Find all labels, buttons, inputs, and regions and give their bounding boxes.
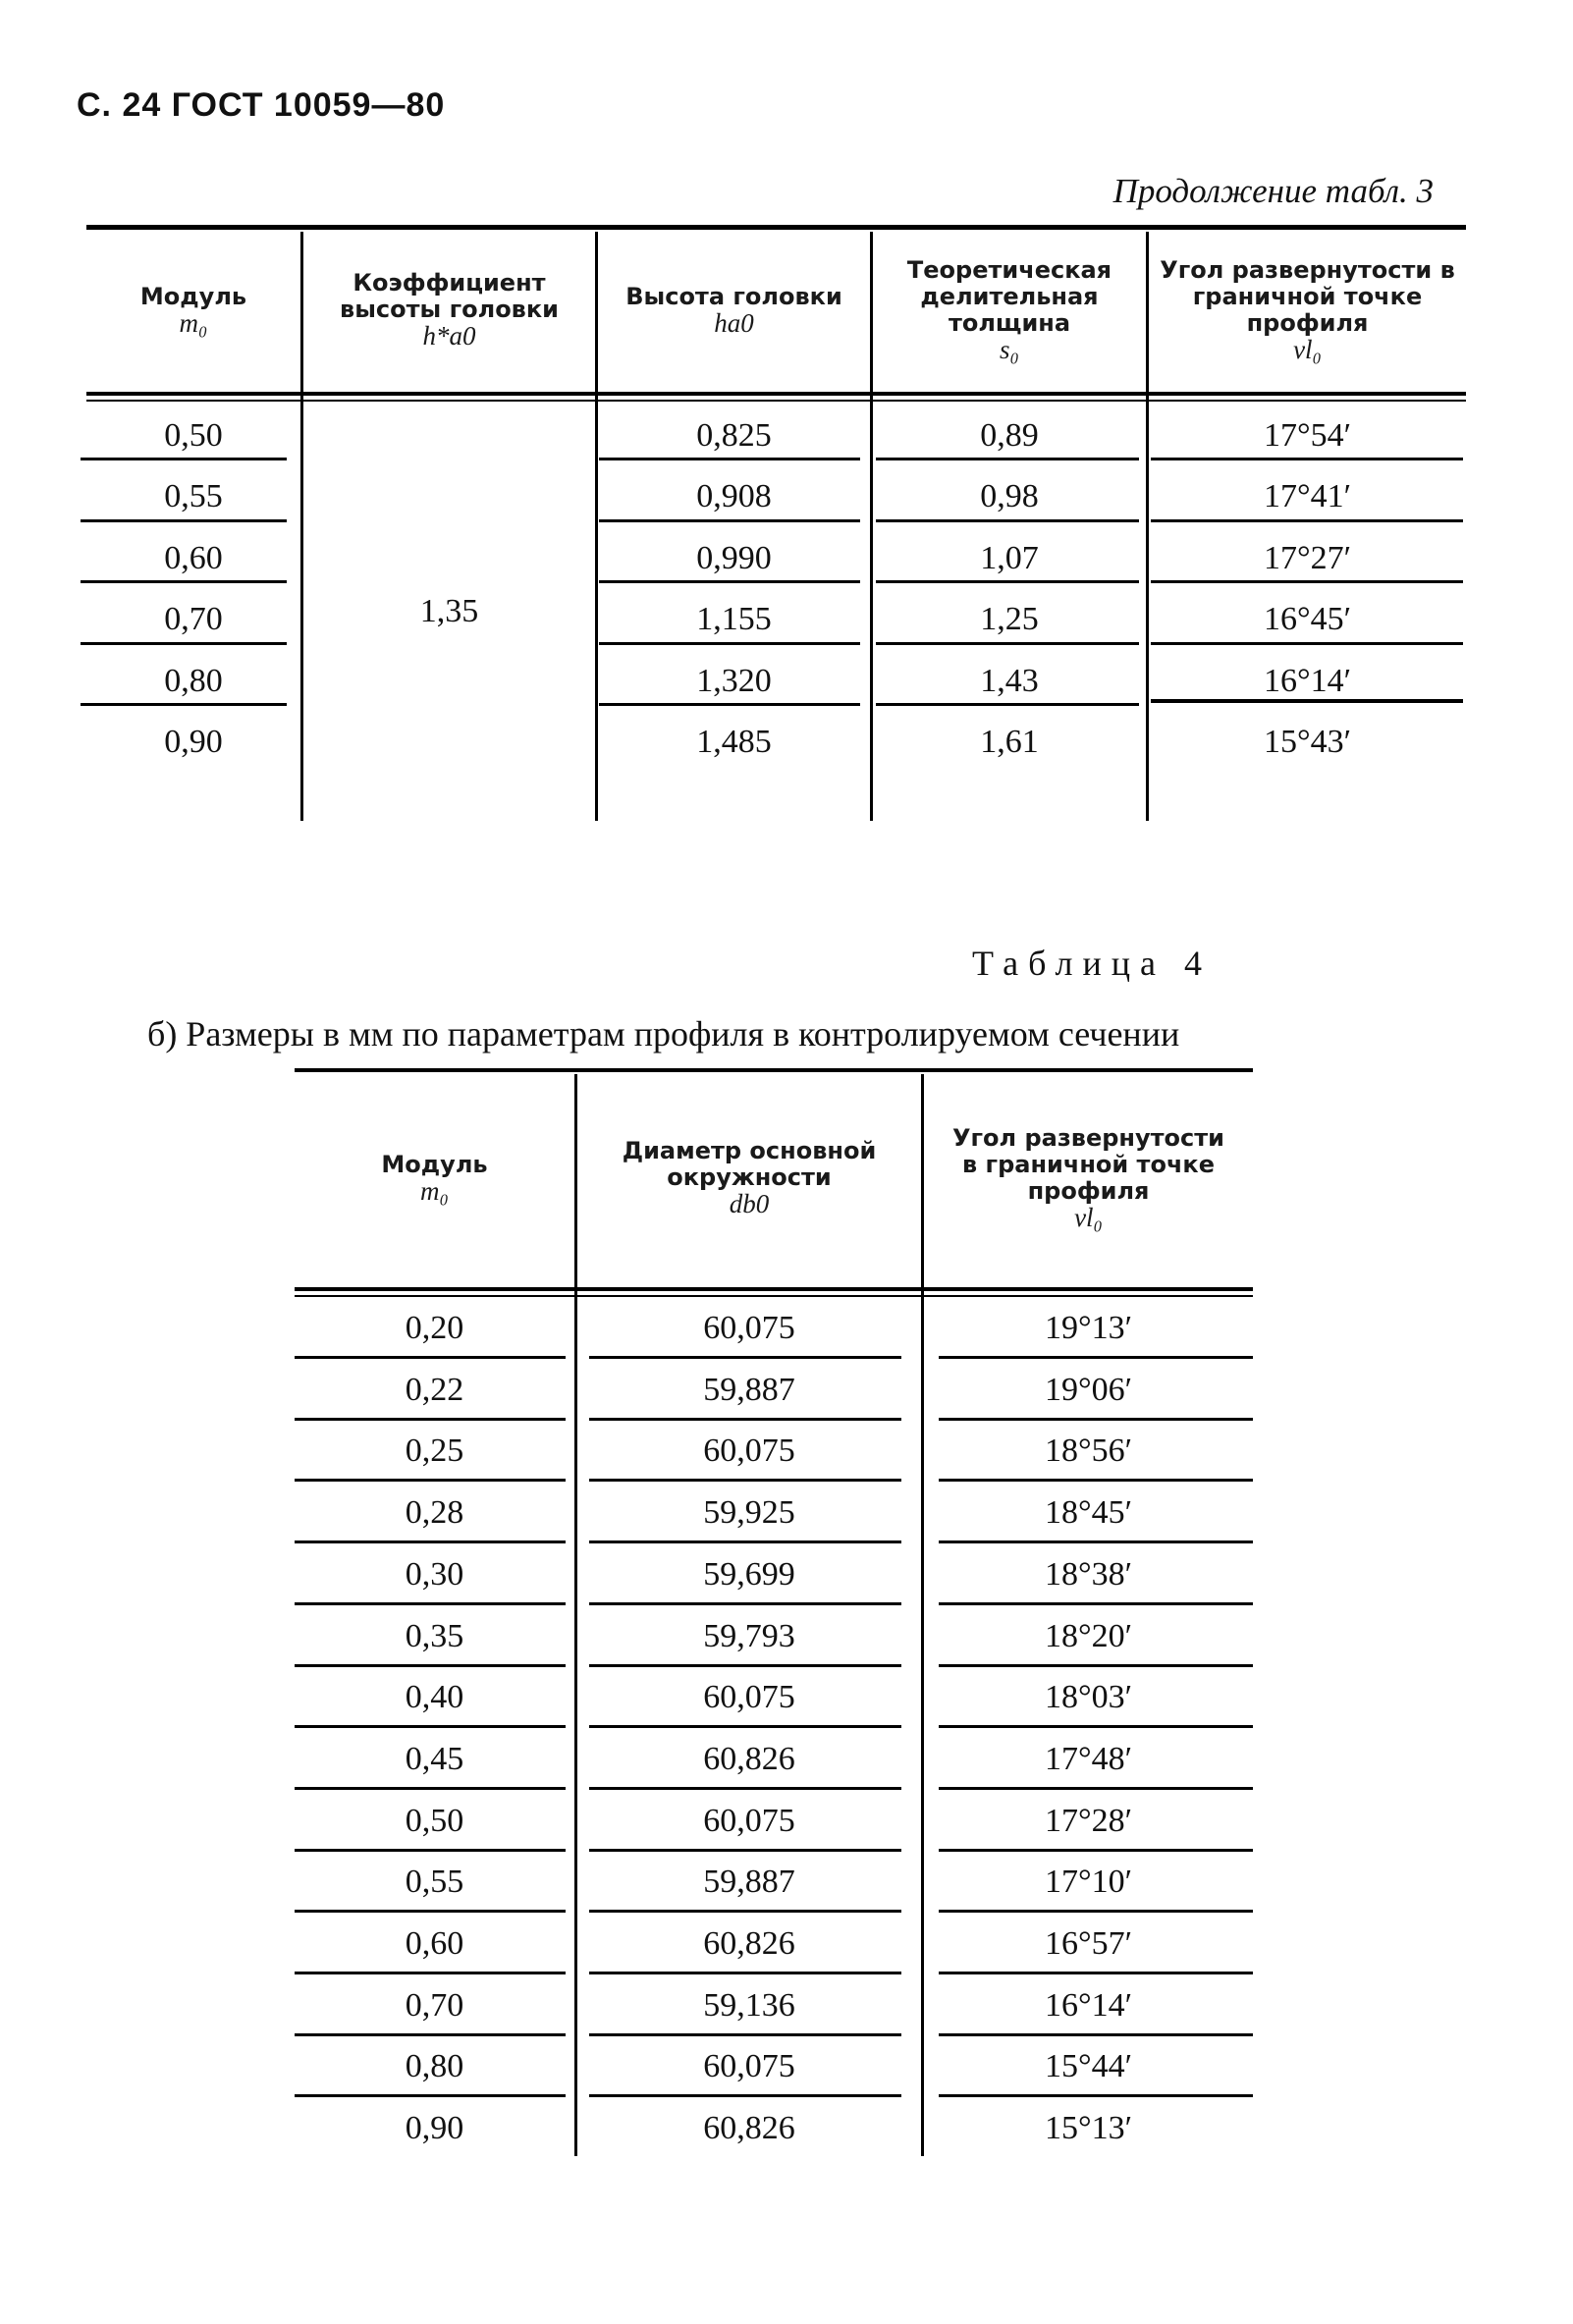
t3-row-thickness: 1,43: [980, 663, 1039, 699]
t4-row-diameter: 60,826: [703, 1740, 795, 1777]
t3-row-thickness: 1,61: [980, 724, 1039, 760]
t4-row-diameter: 59,699: [703, 1555, 795, 1593]
t4-row-diameter: 59,887: [703, 1864, 795, 1901]
t3-header-coef: Коэффициент высоты головки h*a0: [340, 269, 559, 351]
t3-header-thickness: Теоретическая делительная толщина s₀: [906, 255, 1112, 364]
t4-row-diameter: 60,075: [703, 1432, 795, 1470]
t4-row-diameter: 59,925: [703, 1494, 795, 1532]
t3-row-angle: 17°41′: [1263, 478, 1352, 514]
t3-coef-value: 1,35: [419, 593, 479, 629]
t3-row-height: 0,908: [696, 478, 772, 514]
t4-row-diameter: 60,075: [703, 1310, 795, 1346]
t4-row-modul: 0,35: [405, 1617, 464, 1654]
t3-row-modul: 0,90: [164, 724, 223, 760]
t3-row-height: 1,485: [696, 724, 772, 760]
t3-row-height: 0,825: [696, 417, 772, 454]
t3-row-modul: 0,55: [164, 478, 223, 514]
t4-row-diameter: 60,075: [703, 1679, 795, 1716]
t3-row-angle: 16°45′: [1263, 601, 1352, 637]
t4-row-angle: 19°13′: [1044, 1310, 1133, 1346]
t4-row-modul: 0,28: [405, 1494, 464, 1532]
t4-row-diameter: 59,887: [703, 1371, 795, 1408]
t4-row-angle: 18°38′: [1044, 1555, 1133, 1593]
t3-row-modul: 0,80: [164, 663, 223, 699]
table-continuation-label: Продолжение табл. 3: [1112, 172, 1434, 210]
t4-row-angle: 15°44′: [1044, 2048, 1133, 2085]
t3-row-height: 1,155: [696, 601, 772, 637]
t4-row-modul: 0,25: [405, 1432, 464, 1470]
t4-row-angle: 17°48′: [1044, 1740, 1133, 1777]
t4-row-diameter: 60,075: [703, 2048, 795, 2085]
t3-row-angle: 16°14′: [1263, 663, 1352, 699]
t3-row-height: 0,990: [696, 540, 772, 576]
t4-row-diameter: 59,793: [703, 1617, 795, 1654]
t4-row-modul: 0,50: [405, 1802, 464, 1839]
table4-caption: Таблица 4: [972, 944, 1212, 983]
t3-row-angle: 15°43′: [1263, 724, 1352, 760]
t4-row-diameter: 59,136: [703, 1986, 795, 2024]
t3-row-thickness: 0,89: [980, 417, 1039, 454]
t3-row-angle: 17°54′: [1263, 417, 1352, 454]
t3-row-modul: 0,50: [164, 417, 223, 454]
t3-row-angle: 17°27′: [1263, 540, 1352, 576]
t4-row-angle: 19°06′: [1044, 1371, 1133, 1408]
t4-row-angle: 17°28′: [1044, 1802, 1133, 1839]
t4-row-diameter: 60,826: [703, 2110, 795, 2147]
page-header: С. 24 ГОСТ 10059—80: [77, 86, 446, 124]
t4-row-diameter: 60,075: [703, 1802, 795, 1839]
t3-row-thickness: 0,98: [980, 478, 1039, 514]
table4-subtitle: б) Размеры в мм по параметрам профиля в контролируемом сечении: [147, 1014, 1180, 1054]
t4-row-modul: 0,70: [405, 1986, 464, 2024]
t4-row-angle: 15°13′: [1044, 2110, 1133, 2147]
t4-row-modul: 0,20: [405, 1310, 464, 1346]
t4-row-angle: 17°10′: [1044, 1864, 1133, 1901]
t4-row-modul: 0,22: [405, 1371, 464, 1408]
t4-row-angle: 18°56′: [1044, 1432, 1133, 1470]
t3-header-angle: Угол развернутости в граничной точке профиля νl₀: [1160, 255, 1455, 364]
t4-row-modul: 0,30: [405, 1555, 464, 1593]
t3-row-height: 1,320: [696, 663, 772, 699]
t4-header-diameter: Диаметр основной окружности db0: [622, 1137, 877, 1218]
t3-header-height: Высота головки ha0: [625, 282, 842, 338]
t3-row-thickness: 1,07: [980, 540, 1039, 576]
t4-row-modul: 0,45: [405, 1740, 464, 1777]
t4-row-angle: 18°20′: [1044, 1617, 1133, 1654]
t4-row-angle: 18°45′: [1044, 1494, 1133, 1532]
t3-row-thickness: 1,25: [980, 601, 1039, 637]
t4-row-angle: 16°14′: [1044, 1986, 1133, 2024]
t4-row-angle: 18°03′: [1044, 1679, 1133, 1716]
t3-row-modul: 0,60: [164, 540, 223, 576]
t4-row-modul: 0,55: [405, 1864, 464, 1901]
t4-header-angle: Угол развернутости в граничной точке профиля νl₀: [951, 1123, 1224, 1232]
t4-row-modul: 0,60: [405, 1925, 464, 1962]
t3-row-modul: 0,70: [164, 601, 223, 637]
t4-row-angle: 16°57′: [1044, 1925, 1133, 1962]
t4-row-diameter: 60,826: [703, 1925, 795, 1962]
t4-row-modul: 0,80: [405, 2048, 464, 2085]
t4-header-modul: Модуль m₀: [381, 1150, 488, 1206]
t4-row-modul: 0,40: [405, 1679, 464, 1716]
t4-row-modul: 0,90: [405, 2110, 464, 2147]
t3-header-modul: Модуль m₀: [139, 282, 247, 338]
